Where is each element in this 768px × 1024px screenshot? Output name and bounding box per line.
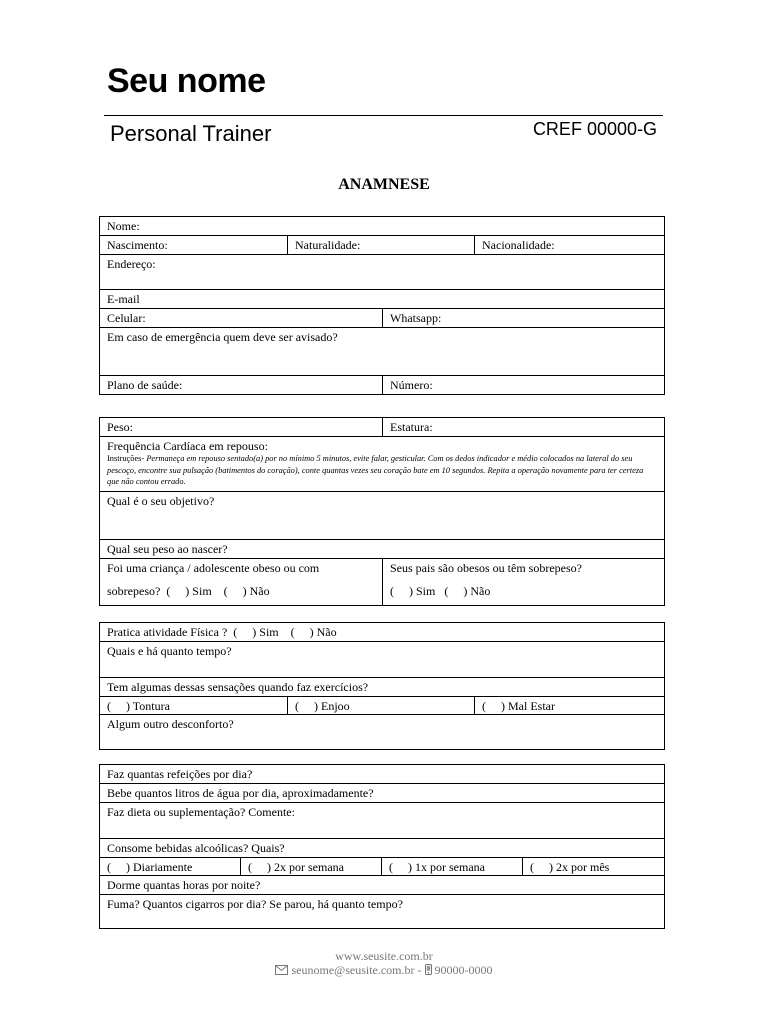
malaise-option[interactable]: ( ) Mal Estar xyxy=(475,697,665,715)
instructions-lead: Instruções- xyxy=(107,454,145,463)
footer-separator: - xyxy=(414,963,425,977)
heart-rate-label: Frequência Cardíaca em repouso: xyxy=(107,439,268,453)
childhood-obesity-options[interactable]: sobrepeso? ( ) Sim ( ) Não xyxy=(107,584,270,598)
once-weekly-option[interactable]: ( ) 1x por semana xyxy=(382,858,523,876)
practices-activity-field[interactable]: Pratica atividade Física ? ( ) Sim ( ) Não xyxy=(100,623,665,642)
physical-activity-table xyxy=(99,622,665,750)
birthplace-field[interactable]: Naturalidade: xyxy=(288,236,475,255)
other-discomfort-field[interactable]: Algum outro desconforto? xyxy=(100,715,665,750)
address-field[interactable]: Endereço: xyxy=(100,255,665,290)
height-field[interactable]: Estatura: xyxy=(383,418,665,437)
health-plan-field[interactable]: Plano de saúde: xyxy=(100,376,383,395)
sleep-hours-field[interactable]: Dorme quantas horas por noite? xyxy=(100,876,665,895)
exercise-sensations-field[interactable]: Tem algumas dessas sensações quando faz exercícios? xyxy=(100,678,665,697)
birth-field[interactable]: Nascimento: xyxy=(100,236,288,255)
health-plan-number-field[interactable]: Número: xyxy=(383,376,665,395)
header-divider xyxy=(104,115,663,116)
whatsapp-field[interactable]: Whatsapp: xyxy=(383,309,665,328)
email-field[interactable]: E-mail xyxy=(100,290,665,309)
smoking-field[interactable]: Fuma? Quantos cigarros por dia? Se parou, há quanto tempo? xyxy=(100,895,665,929)
daily-option[interactable]: ( ) Diariamente xyxy=(100,858,241,876)
footer-website[interactable]: www.seusite.com.br xyxy=(335,949,433,963)
footer-phone[interactable]: 90000-0000 xyxy=(434,963,493,977)
nausea-option[interactable]: ( ) Enjoo xyxy=(288,697,475,715)
trainer-name: Seu nome xyxy=(107,62,266,100)
document-title: ANAMNESE xyxy=(338,176,430,193)
birth-weight-field[interactable]: Qual seu peso ao nascer? xyxy=(100,540,665,559)
trainer-role: Personal Trainer xyxy=(110,121,272,146)
heart-rate-instructions xyxy=(107,453,657,488)
emergency-contact-field[interactable]: Em caso de emergência quem deve ser avisado? xyxy=(100,328,665,376)
instructions-text: Permaneça em repouso sentado(a) por no mínimo 5 minutos, evite falar, gesticular. Com os dedos indicador e médio colocados na lateral do seu pescoço, encontre sua pulsação (batimentos do coração), conte quantas vezes seu coração bate em 10 segundos. Repita a operação novamente para ter certeza que não contou errado. xyxy=(107,454,644,486)
footer-email[interactable]: seunome@seusite.com.br xyxy=(291,963,415,977)
nationality-field[interactable]: Nacionalidade: xyxy=(475,236,665,255)
name-field[interactable]: Nome: xyxy=(100,217,665,236)
parents-obesity-question: Seus pais são obesos ou têm sobrepeso? xyxy=(390,561,582,575)
diet-supplement-field[interactable]: Faz dieta ou suplementação? Comente: xyxy=(100,803,665,839)
childhood-obesity-question: Foi uma criança / adolescente obeso ou com xyxy=(107,561,320,575)
water-intake-field[interactable]: Bebe quantos litros de água por dia, aproximadamente? xyxy=(100,784,665,803)
parents-obesity-options[interactable]: ( ) Sim ( ) Não xyxy=(390,584,491,598)
envelope-icon xyxy=(275,964,288,979)
twice-weekly-option[interactable]: ( ) 2x por semana xyxy=(241,858,382,876)
cref-number: CREF 00000-G xyxy=(532,119,657,139)
footer-contact xyxy=(0,963,768,979)
parents-obesity-field[interactable] xyxy=(383,559,665,606)
resting-heart-rate-field[interactable] xyxy=(100,437,665,492)
alcohol-field[interactable]: Consome bebidas alcoólicas? Quais? xyxy=(100,839,665,858)
twice-monthly-option[interactable]: ( ) 2x por mês xyxy=(523,858,665,876)
dizziness-option[interactable]: ( ) Tontura xyxy=(100,697,288,715)
childhood-obesity-field[interactable] xyxy=(100,559,383,606)
meals-per-day-field[interactable]: Faz quantas refeições por dia? xyxy=(100,765,665,784)
mobile-phone-icon xyxy=(425,964,432,979)
cellphone-field[interactable]: Celular: xyxy=(100,309,383,328)
weight-field[interactable]: Peso: xyxy=(100,418,383,437)
goal-field[interactable]: Qual é o seu objetivo? xyxy=(100,492,665,540)
personal-data-table xyxy=(99,216,665,395)
activity-duration-field[interactable]: Quais e há quanto tempo? xyxy=(100,642,665,678)
habits-table xyxy=(99,764,665,929)
body-data-table xyxy=(99,417,665,606)
